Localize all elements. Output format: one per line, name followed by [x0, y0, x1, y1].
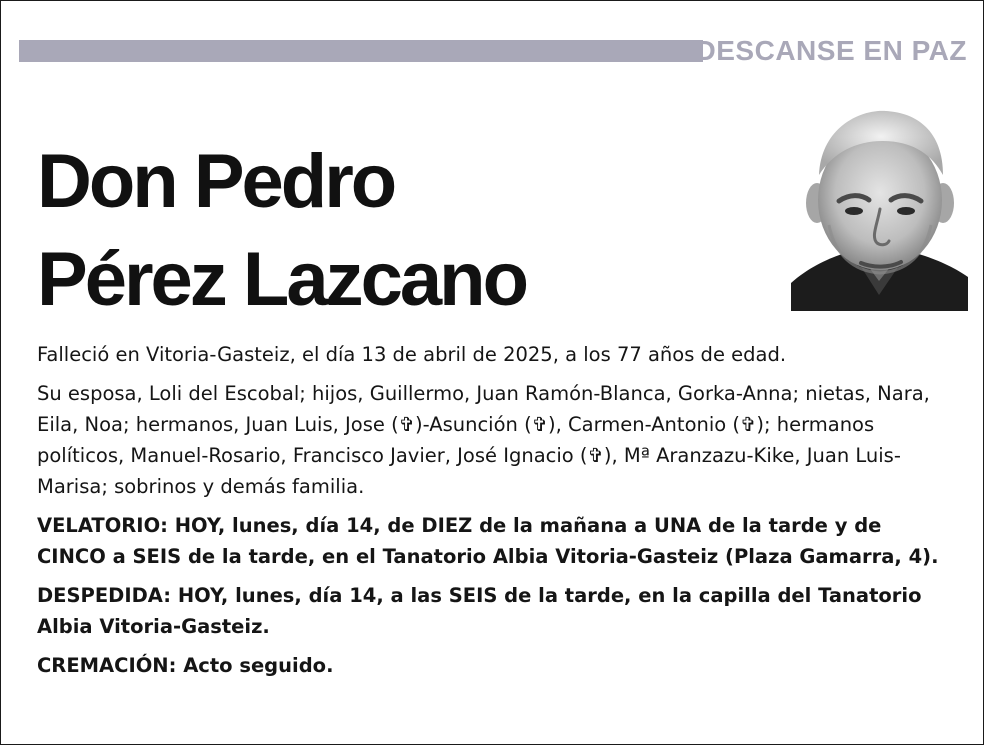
header-label: DESCANSE EN PAZ	[695, 35, 967, 66]
family-list: Su esposa, Loli del Escobal; hijos, Guillermo, Juan Ramón-Blanca, Gorka-Anna; nietas, Nara, Eila, Noa; hermanos, Juan Luis, Jose (✞)-Asunción (✞), Carmen-Antonio (✞); hermanos políticos, Manuel-Rosario, Francisco Javier, José Ignacio (✞), Mª Aranzazu-Kike, Juan Luis-Marisa; sobrinos y demás familia.	[37, 382, 930, 498]
cremacion-info: CREMACIÓN: Acto seguido.	[37, 654, 334, 677]
deceased-name-line-1: Don Pedro	[37, 139, 395, 224]
portrait-icon	[791, 105, 968, 311]
header-bar	[19, 40, 703, 62]
despedida-info: DESPEDIDA: HOY, lunes, día 14, a las SEIS de la tarde, en la capilla del Tanatorio Albia Vitoria-Gasteiz.	[37, 584, 922, 638]
velatorio-info: VELATORIO: HOY, lunes, día 14, de DIEZ de la mañana a UNA de la tarde y de CINCO a SEIS de la tarde, en el Tanatorio Albia Vitoria-Gasteiz (Plaza Gamarra, 4).	[37, 514, 939, 568]
portrait-photo	[791, 105, 968, 311]
deceased-name	[37, 133, 526, 329]
notice-body	[37, 339, 955, 689]
death-info: Falleció en Vitoria-Gasteiz, el día 13 de abril de 2025, a los 77 años de edad.	[37, 343, 787, 366]
deceased-name-line-2: Pérez Lazcano	[37, 237, 526, 322]
